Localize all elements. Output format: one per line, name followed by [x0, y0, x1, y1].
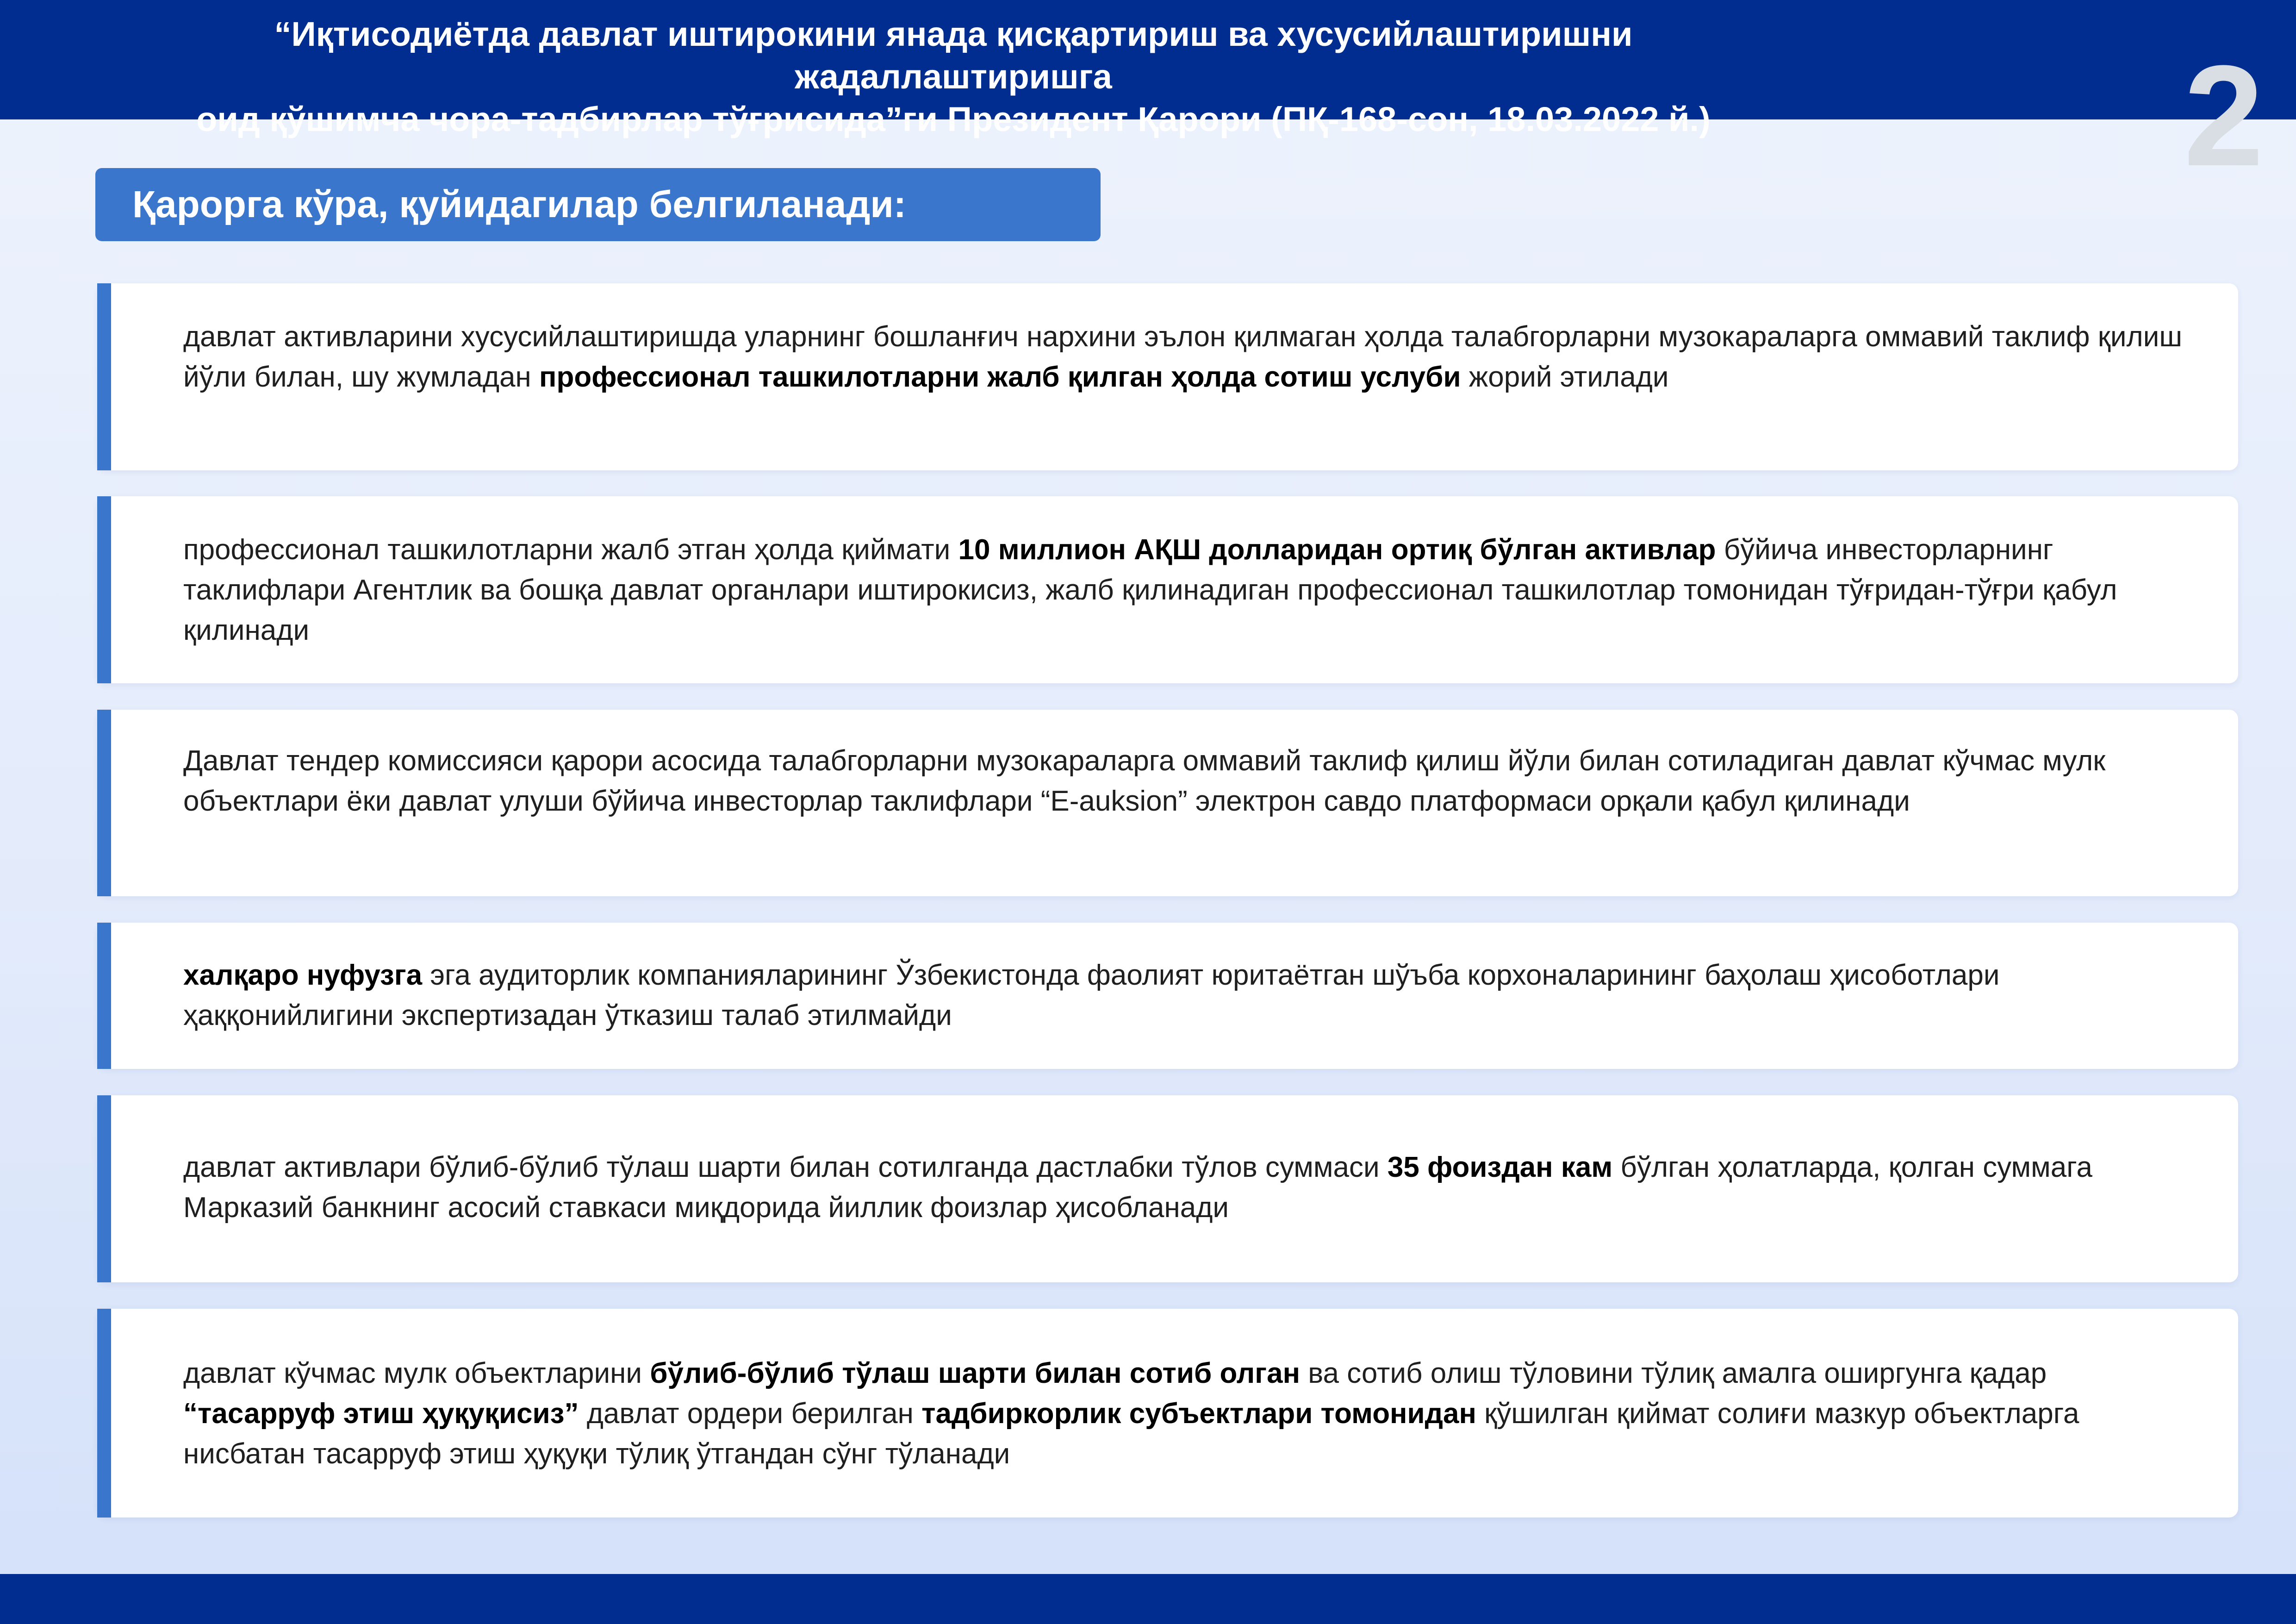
provision-card-3: [97, 710, 2238, 896]
section-heading: [95, 168, 1101, 241]
card-text-segment: профессионал ташкилотларни жалб этган ҳолда қиймати: [183, 534, 958, 566]
card-text-bold: тадбиркорлик субъектлари томонидан: [921, 1398, 1476, 1430]
header-banner: [0, 0, 2296, 138]
card-text-segment: давлат ордери берилган: [579, 1398, 922, 1430]
card-accent-bar: [97, 283, 111, 470]
card-text-segment: жорий этилади: [1461, 361, 1669, 393]
card-accent-bar: [97, 496, 111, 683]
card-text-segment: давлат активларини хусусийлаштиришда уларнинг бошланғич нархини эълон қилмаган ҳолда талабгорларни музокараларга оммавий таклиф қилиш йўли билан, шу жумладан: [183, 321, 2183, 393]
card-accent-bar: [97, 1095, 111, 1282]
footer-banner: [0, 1574, 2296, 1624]
card-text: [183, 1147, 2192, 1228]
section-heading-label: Қарорга кўра, қуйидагилар белгиланади:: [132, 183, 907, 225]
card-accent-bar: [97, 923, 111, 1069]
card-text-segment: давлат кўчмас мулк объектларини: [183, 1357, 650, 1389]
card-text: [183, 317, 2192, 397]
card-text-segment: эга аудиторлик компанияларининг Ўзбекистонда фаолият юритаётган шўъба корхоналарининг баҳолаш ҳисоботлари ҳаққонийлигини экспертизадан ўтказиш талаб этилмайди: [183, 959, 2000, 1031]
page-title-line-2: оид қўшимча чора-тадбирлар тўғрисида”ги Президент Қарори (ПҚ-168-сон, 18.03.2022 й.): [196, 100, 1711, 138]
provision-card-6: [97, 1309, 2238, 1518]
card-text-bold: 35 фоиздан кам: [1387, 1151, 1613, 1183]
page-title: [120, 13, 1786, 141]
card-text-segment: ва сотиб олиш тўловини тўлиқ амалга оширгунга қадар: [1300, 1357, 2047, 1389]
card-text-bold: 10 миллион АҚШ долларидан ортиқ бўлган активлар: [958, 534, 1716, 566]
card-text-segment: давлат активлари бўлиб-бўлиб тўлаш шарти билан сотилганда дастлабки тўлов суммаси: [183, 1151, 1388, 1183]
card-text: [183, 530, 2192, 650]
provision-card-1: [97, 283, 2238, 470]
card-text-bold: “тасарруф этиш ҳуқуқисиз”: [183, 1398, 579, 1430]
provision-card-2: [97, 496, 2238, 683]
card-text-segment: Давлат тендер комиссияси қарори асосида талабгорларни музокараларга оммавий таклиф қилиш йўли билан сотиладиган давлат кўчмас мулк объектлари ёки давлат улуши бўйича инвесторлар таклифлари “E-auksion” электрон савдо платформаси орқали қабул қилинади: [183, 745, 2106, 817]
provision-card-4: [97, 923, 2238, 1069]
page-number: 2: [2184, 35, 2264, 196]
card-text: [183, 741, 2192, 821]
provision-card-5: [97, 1095, 2238, 1282]
card-text-bold: профессионал ташкилотларни жалб қилган ҳолда сотиш услуби: [539, 361, 1461, 393]
card-text: [183, 1353, 2192, 1474]
card-text: [183, 955, 2192, 1036]
card-text-segment: бўйича инвесторларнинг таклифлари Агентлик ва бошқа давлат органлари иштирокисиз, жалб қилинадиган профессионал ташкилотлар томонидан тўғридан-тўғри қабул қилинади: [183, 534, 2117, 646]
card-text-segment: қўшилган қиймат солиғи мазкур объектларга нисбатан тасарруф этиш ҳуқуқи тўлиқ ўтгандан сўнг тўланади: [183, 1398, 2079, 1470]
card-accent-bar: [97, 1309, 111, 1518]
card-accent-bar: [97, 710, 111, 896]
card-text-bold: бўлиб-бўлиб тўлаш шарти билан сотиб олган: [650, 1357, 1300, 1389]
page-title-line-1: “Иқтисодиётда давлат иштирокини янада қисқартириш ва хусусийлаштиришни жадаллаштиришга: [274, 15, 1633, 96]
card-text-segment: бўлган ҳолатларда, қолган суммага Марказий банкнинг асосий ставкаси миқдорида йиллик фоизлар ҳисобланади: [183, 1151, 2092, 1224]
card-text-bold: халқаро нуфузга: [183, 959, 423, 991]
